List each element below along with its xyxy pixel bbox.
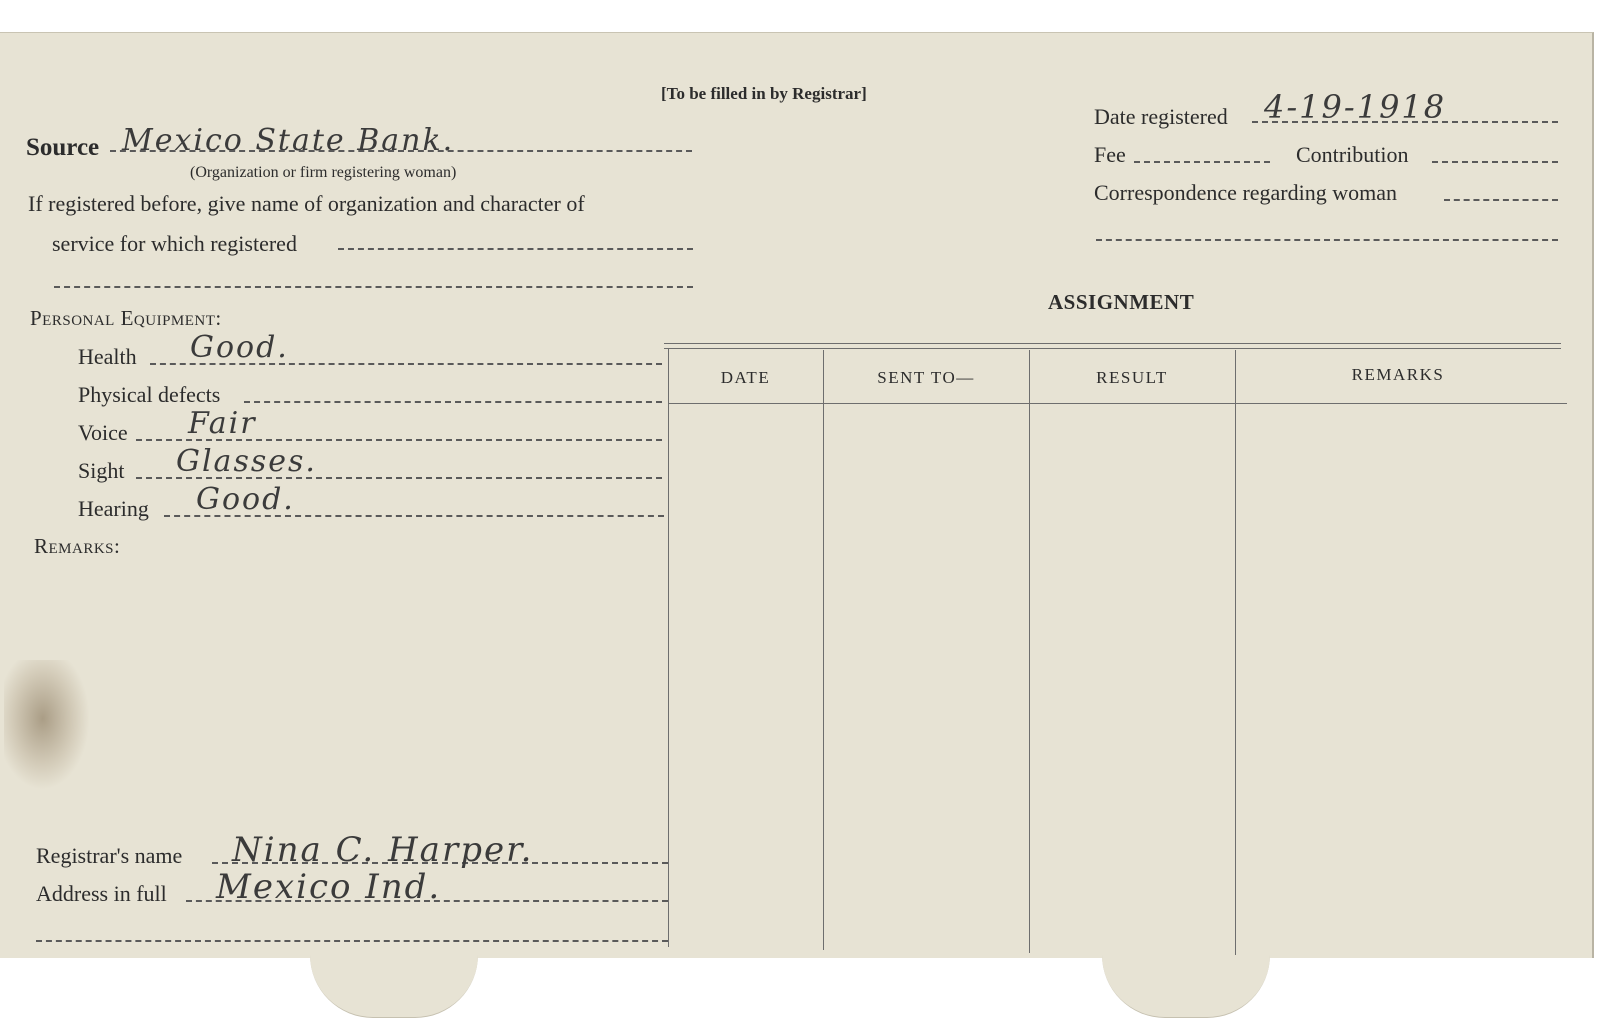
card-tab-left (310, 955, 478, 1018)
sight-label: Sight (78, 458, 125, 483)
prior-registration-line-a (338, 248, 693, 250)
assignment-top-rule-1 (664, 343, 1561, 344)
correspondence-line-b (1096, 239, 1558, 241)
assignment-header-rule (668, 403, 1567, 404)
physical-defects-label: Physical defects (78, 382, 221, 407)
contribution-line (1432, 161, 1558, 163)
correspondence-line-a (1444, 199, 1558, 201)
prior-registration-line2: service for which registered (52, 231, 297, 256)
assignment-col-sent-to: SENT TO— (877, 368, 975, 387)
stain-mark (4, 660, 90, 790)
fee-label: Fee (1094, 142, 1126, 167)
health-label: Health (78, 344, 137, 369)
date-registered-label: Date registered (1094, 104, 1228, 129)
assignment-col-divider-0 (668, 349, 669, 947)
registrar-name-label: Registrar's name (36, 843, 183, 868)
assignment-col-result: RESULT (1096, 368, 1168, 387)
prior-registration-line-b (54, 286, 693, 288)
source-value: Mexico State Bank. (122, 123, 455, 158)
personal-equipment-heading: Personal Equipment: (30, 306, 222, 330)
health-value: Good. (190, 330, 289, 365)
date-registered-value: 4-19-1918 (1264, 88, 1447, 126)
hearing-label: Hearing (78, 496, 149, 521)
physical-defects-line (244, 401, 662, 403)
voice-value: Fair (188, 406, 257, 441)
source-line (110, 150, 692, 152)
assignment-col-divider-3 (1235, 350, 1236, 955)
card-tab-right (1102, 955, 1270, 1018)
source-label: Source (26, 134, 100, 161)
registrar-name-value: Nina C. Harper. (232, 830, 534, 870)
contribution-label: Contribution (1296, 142, 1409, 167)
assignment-title: ASSIGNMENT (1048, 290, 1195, 314)
prior-registration-line1: If registered before, give name of organization and character of (28, 191, 585, 216)
assignment-col-divider-1 (823, 350, 824, 950)
registrar-note: [To be filled in by Registrar] (661, 84, 867, 103)
bottom-line (36, 940, 668, 942)
remarks-heading: Remarks: (34, 534, 121, 558)
assignment-col-date: DATE (720, 368, 771, 387)
hearing-value: Good. (196, 482, 295, 517)
assignment-col-remarks: REMARKS (1351, 365, 1445, 384)
sight-value: Glasses. (176, 444, 317, 479)
source-caption: (Organization or firm registering woman) (190, 164, 457, 181)
voice-label: Voice (78, 420, 128, 445)
correspondence-label: Correspondence regarding woman (1094, 180, 1398, 205)
fee-line (1134, 161, 1270, 163)
address-value: Mexico Ind. (216, 867, 442, 907)
assignment-top-rule-2 (664, 348, 1561, 349)
assignment-col-divider-2 (1029, 350, 1030, 953)
address-label: Address in full (36, 881, 167, 906)
